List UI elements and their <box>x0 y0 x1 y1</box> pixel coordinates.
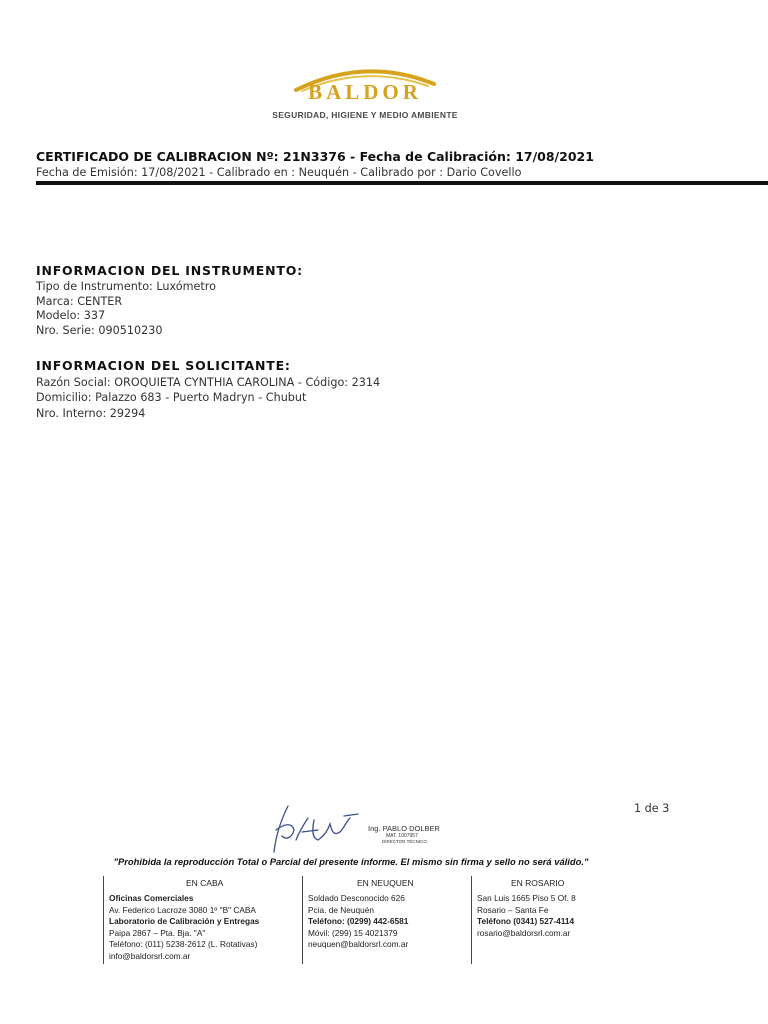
applicant-company: Razón Social: OROQUIETA CYNTHIA CAROLINA - Código: 2314 <box>36 376 381 389</box>
office-caba-line: Oficinas Comerciales <box>109 893 194 903</box>
office-caba-line: Teléfono: (011) 5238-2612 (L. Rotativas) <box>109 939 258 949</box>
office-rosario-email[interactable]: rosario@baldorsrl.com.ar <box>477 927 571 938</box>
certificate-title: CERTIFICADO DE CALIBRACION Nº: 21N3376 - Fecha de Calibración: 17/08/2021 <box>36 149 594 164</box>
office-rosario <box>471 876 641 964</box>
page-number: 1 de 3 <box>634 802 670 815</box>
office-neuquen-line: Móvil: (299) 15 4021379 <box>308 927 398 938</box>
logo-tagline: SEGURIDAD, HIGIENE Y MEDIO AMBIENTE <box>272 110 458 120</box>
applicant-internal-number: Nro. Interno: 29294 <box>36 407 146 420</box>
instrument-brand: Marca: CENTER <box>36 295 123 308</box>
office-neuquen-line: Soldado Desconocido 626 <box>308 893 405 903</box>
office-rosario-heading: EN ROSARIO <box>511 878 565 888</box>
signature-image <box>268 800 368 858</box>
applicant-heading: INFORMACION DEL SOLICITANTE: <box>36 358 291 373</box>
office-caba-line: Laboratorio de Calibración y Entregas <box>109 916 260 926</box>
office-divider <box>302 876 303 964</box>
office-caba-heading: EN CABA <box>186 878 224 888</box>
office-neuquen-line: Teléfono: (0299) 442-6581 <box>308 916 409 926</box>
company-logo <box>250 62 480 128</box>
signer-name: Ing. PABLO DOLBER <box>368 824 440 833</box>
office-rosario-line: Rosario – Santa Fe <box>477 904 549 915</box>
reproduction-warning: "Prohibida la reproducción Total o Parcial del presente informe. El mismo sin firma y sello no será válido." <box>113 856 589 867</box>
office-neuquen-line: Pcia. de Neuquén <box>308 904 374 915</box>
instrument-type: Tipo de Instrumento: Luxómetro <box>36 280 216 293</box>
applicant-address: Domicilio: Palazzo 683 - Puerto Madryn - Chubut <box>36 391 307 404</box>
office-divider <box>103 876 104 964</box>
signer-mat: MAT. 1007957 <box>386 833 418 839</box>
instrument-model: Modelo: 337 <box>36 309 106 322</box>
office-neuquen-email[interactable]: neuquen@baldorsrl.com.ar <box>308 939 409 949</box>
office-rosario-line: Teléfono (0341) 527-4114 <box>477 916 575 926</box>
header-divider <box>36 181 768 185</box>
certificate-subtitle: Fecha de Emisión: 17/08/2021 - Calibrado en : Neuquén - Calibrado por : Dario Covello <box>36 166 522 179</box>
office-neuquen-heading: EN NEUQUEN <box>357 878 414 888</box>
signer-block <box>368 824 440 844</box>
signer-role: DIRECTOR TÉCNICO <box>382 839 427 844</box>
logo-brand: BALDOR <box>308 80 422 104</box>
instrument-serial: Nro. Serie: 090510230 <box>36 324 163 337</box>
office-rosario-line: San Luis 1665 Piso 5 Of. 8 <box>477 893 576 903</box>
instrument-heading: INFORMACION DEL INSTRUMENTO: <box>36 263 303 278</box>
office-neuquen <box>302 876 467 964</box>
office-caba-line: Av. Federico Lacroze 3080 1º "B" CABA <box>109 904 256 915</box>
office-caba-line: Paipa 2867 – Pta. Bja. "A" <box>109 927 206 938</box>
office-divider <box>471 876 472 964</box>
office-caba <box>103 876 293 964</box>
office-caba-email[interactable]: info@baldorsrl.com.ar <box>109 950 191 961</box>
